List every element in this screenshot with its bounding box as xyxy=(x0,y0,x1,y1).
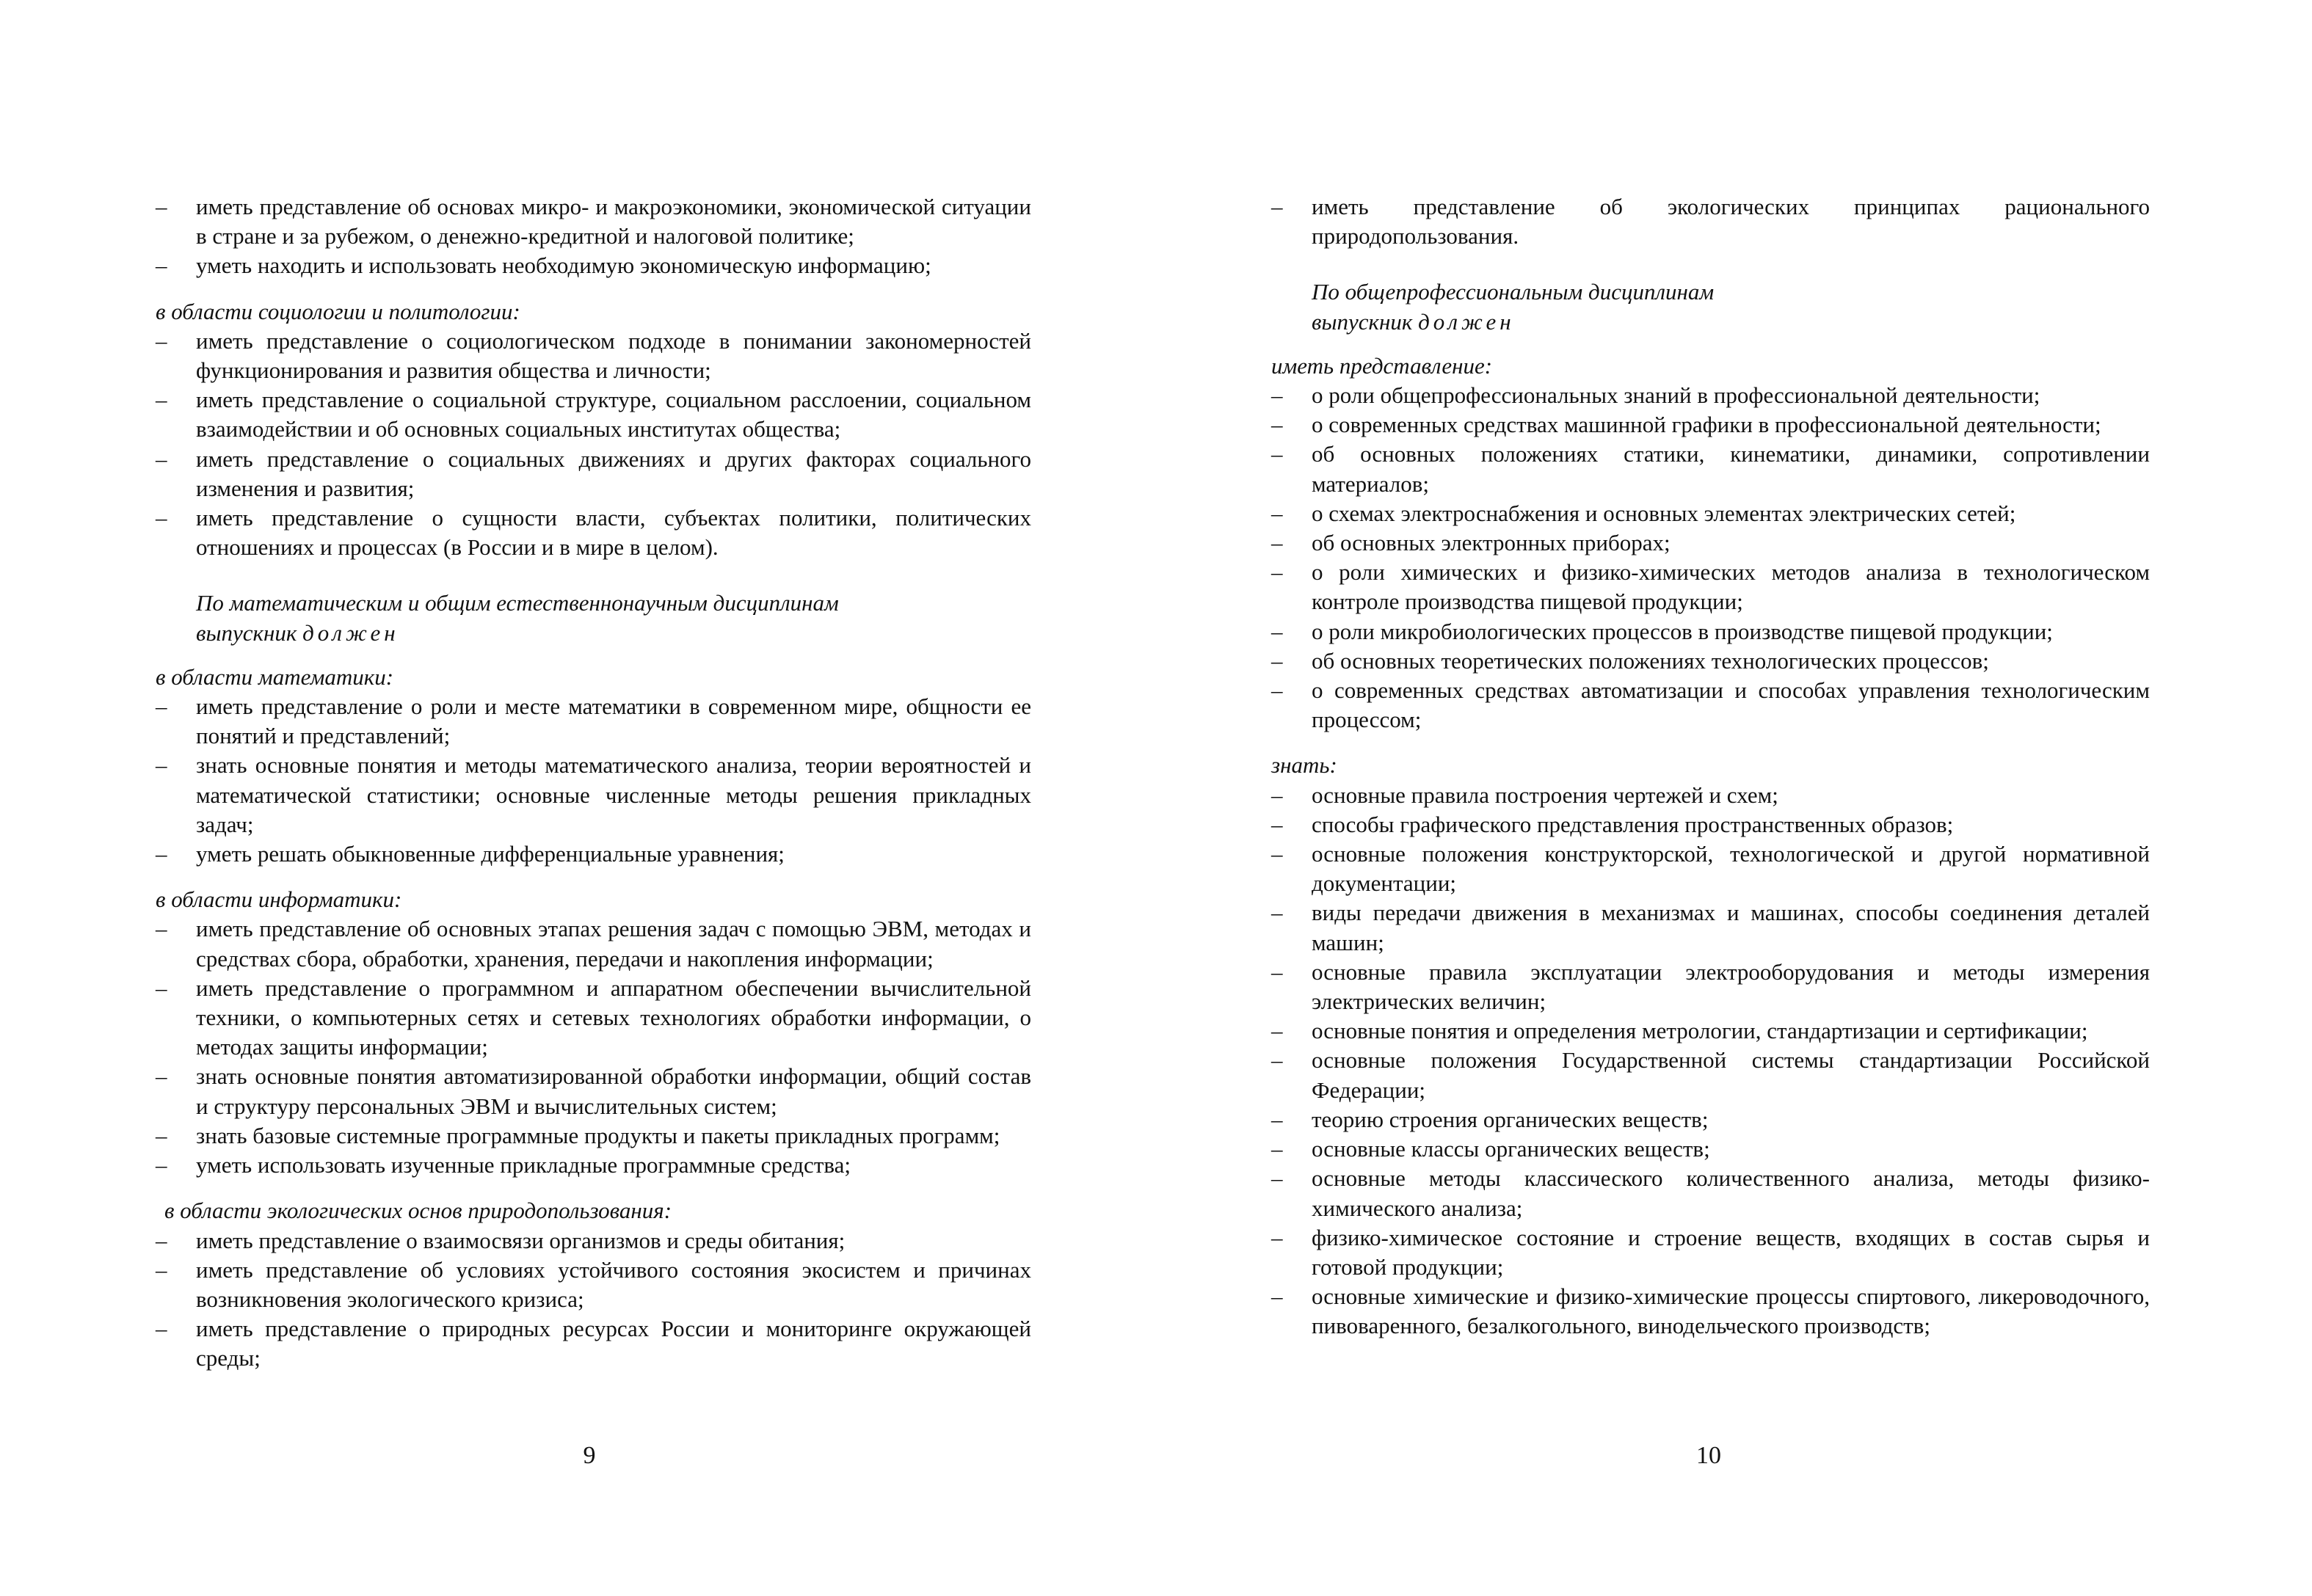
list-item-text: основные положения Государственной системы стандартизации Российской Федерации; xyxy=(1312,1047,2150,1103)
list-item-text: иметь представление об экологических принципах рационального природопользования. xyxy=(1312,194,2150,249)
bullet-dash: – xyxy=(156,916,167,942)
list-item-text: физико-химическое состояние и строение веществ, входящих в состав сырья и готовой продукции; xyxy=(1312,1224,2150,1280)
bullet-dash: – xyxy=(156,1152,167,1178)
list-item-text: уметь использовать изученные прикладные программные средства; xyxy=(196,1152,851,1178)
list-item xyxy=(1271,192,2150,251)
bullet-dash: – xyxy=(1271,194,1283,219)
ecology-section xyxy=(156,1196,1031,1373)
list-item xyxy=(1271,558,2150,616)
list-item xyxy=(156,1256,1031,1314)
list-item-text: основные понятия и определения метрологии, стандартизации и сертификации; xyxy=(1312,1018,2088,1044)
math-subhead xyxy=(156,589,1031,647)
list-item-text: иметь представление об основах микро- и макроэкономики, экономической ситуации в стране и за рубежом, о денежно-кредитной и налоговой политике; xyxy=(196,194,1031,249)
bullet-dash: – xyxy=(156,1316,167,1342)
intro-list xyxy=(1271,192,2150,251)
bullet-dash: – xyxy=(156,505,167,531)
informatics-section xyxy=(156,885,1031,1180)
bullet-dash: – xyxy=(1271,530,1283,556)
list-item xyxy=(156,1151,1031,1180)
bullet-dash: – xyxy=(156,974,167,1001)
bullet-dash: – xyxy=(1271,441,1283,467)
subhead-line xyxy=(196,619,1031,648)
list-item xyxy=(1271,1105,2150,1134)
section-heading: в области экологических основ природопользования: xyxy=(164,1198,672,1224)
list-item xyxy=(156,503,1031,562)
list-item xyxy=(1271,810,2150,839)
subhead-line: По общепрофессиональным дисциплинам xyxy=(1312,279,1715,305)
list-item-text: знать базовые системные программные продукты и пакеты прикладных программ; xyxy=(196,1122,1000,1148)
section-heading: знать: xyxy=(1271,752,1337,779)
bullet-dash: – xyxy=(1271,677,1283,704)
prof-subhead xyxy=(1271,277,2150,336)
bullet-dash: – xyxy=(156,752,167,779)
bullet-dash: – xyxy=(156,1122,167,1148)
list-item xyxy=(1271,1223,2150,1282)
list-item xyxy=(156,1226,1031,1256)
list-item-text: иметь представление о природных ресурсах России и мониторинге окружающей среды; xyxy=(196,1316,1031,1371)
list-item xyxy=(1271,528,2150,558)
represent-list xyxy=(1271,381,2150,735)
list-item-text: иметь представление о социологическом подходе в понимании закономерностей функционирования и развития общества и личности; xyxy=(196,327,1031,384)
bullet-dash: – xyxy=(156,1063,167,1090)
sociology-section xyxy=(156,297,1031,563)
list-item-text: об основных положениях статики, кинематики, динамики, сопротивлении материалов; xyxy=(1312,441,2150,497)
list-item xyxy=(1271,617,2150,646)
list-item-text: иметь представление о взаимосвязи организмов и среды обитания; xyxy=(196,1227,846,1253)
subhead-spaced-word: должен xyxy=(1418,308,1515,335)
list-item xyxy=(156,974,1031,1063)
subhead-spaced-word: должен xyxy=(302,619,399,646)
section-heading: иметь представление: xyxy=(1271,352,1493,379)
section-heading: в области социологии и политологии: xyxy=(156,298,520,324)
bullet-dash: – xyxy=(1271,647,1283,674)
bullet-dash: – xyxy=(156,194,167,219)
list-item-text: иметь представление о социальных движениях и других факторах социального изменения и развития; xyxy=(196,445,1031,501)
list-item xyxy=(1271,410,2150,440)
list-item-text: о современных средствах машинной графики в профессиональной деятельности; xyxy=(1312,412,2101,438)
list-item-text: основные правила эксплуатации электрооборудования и методы измерения электрических величин; xyxy=(1312,958,2150,1015)
list-item-text: теорию строения органических веществ; xyxy=(1312,1106,1709,1132)
bullet-dash: – xyxy=(1271,1106,1283,1132)
list-item-text: знать основные понятия и методы математического анализа, теории вероятностей и математической статистики; основные численные методы решения прикладных задач; xyxy=(196,752,1031,837)
list-item xyxy=(156,692,1031,751)
bullet-dash: – xyxy=(156,252,167,279)
list-item-text: основные классы органических веществ; xyxy=(1312,1136,1710,1162)
list-item xyxy=(1271,440,2150,498)
left-page xyxy=(156,192,1031,1440)
right-page xyxy=(1271,192,2150,1440)
list-item-text: знать основные понятия автоматизированной обработки информации, общий состав и структуру персональных ЭВМ и вычислительных систем; xyxy=(196,1063,1031,1119)
list-item-text: виды передачи движения в механизмах и машинах, способы соединения деталей машин; xyxy=(1312,900,2150,955)
bullet-dash: – xyxy=(1271,618,1283,644)
list-item xyxy=(1271,676,2150,735)
list-item xyxy=(1271,958,2150,1016)
bullet-dash: – xyxy=(1271,811,1283,837)
list-item-text: о роли общепрофессиональных знаний в профессиональной деятельности; xyxy=(1312,382,2040,409)
list-item xyxy=(156,839,1031,869)
list-item xyxy=(156,445,1031,503)
list-item xyxy=(1271,781,2150,810)
ecology-list xyxy=(156,1226,1031,1374)
bullet-dash: – xyxy=(156,327,167,354)
list-item-text: способы графического представления пространственных образов; xyxy=(1312,811,1954,837)
know-section xyxy=(1271,751,2150,1341)
list-item xyxy=(156,192,1031,251)
list-item xyxy=(1271,499,2150,528)
bullet-dash: – xyxy=(156,445,167,472)
section-heading: в области математики: xyxy=(156,663,394,690)
list-item xyxy=(156,385,1031,444)
list-item-text: иметь представление о сущности власти, субъектах политики, политических отношениях и процессах (в России и в мире в целом). xyxy=(196,505,1031,561)
mathematics-section xyxy=(156,663,1031,869)
bullet-dash: – xyxy=(1271,1283,1283,1310)
intro-list xyxy=(156,192,1031,281)
bullet-dash: – xyxy=(156,1256,167,1283)
list-item-text: уметь находить и использовать необходимую экономическую информацию; xyxy=(196,252,931,279)
list-item-text: иметь представление об условиях устойчивого состояния экосистем и причинах возникновения экологического кризиса; xyxy=(196,1256,1031,1312)
bullet-dash: – xyxy=(1271,559,1283,586)
bullet-dash: – xyxy=(1271,382,1283,409)
list-item-text: о роли микробиологических процессов в производстве пищевой продукции; xyxy=(1312,618,2053,644)
section-heading: в области информатики: xyxy=(156,886,402,913)
list-item xyxy=(156,327,1031,385)
list-item-text: о современных средствах автоматизации и способах управления технологическим процессом; xyxy=(1312,677,2150,733)
bullet-dash: – xyxy=(1271,1047,1283,1074)
know-list xyxy=(1271,781,2150,1341)
list-item xyxy=(1271,1164,2150,1222)
list-item-text: основные методы классического количественного анализа, методы физико-химического анализа; xyxy=(1312,1165,2150,1221)
bullet-dash: – xyxy=(1271,1136,1283,1162)
list-item-text: иметь представление о социальной структуре, социальном расслоении, социальном взаимодействии и об основных социальных институтах общества; xyxy=(196,387,1031,442)
list-item-text: иметь представление об основных этапах решения задач с помощью ЭВМ, методах и средствах сбора, обработки, хранения, передачи и накопления информации; xyxy=(196,916,1031,972)
list-item-text: основные положения конструкторской, технологической и другой нормативной документации; xyxy=(1312,841,2150,897)
subhead-line xyxy=(1312,307,2150,337)
bullet-dash: – xyxy=(1271,412,1283,438)
subhead-prefix: выпускник xyxy=(1312,308,1419,335)
list-item-text: об основных электронных приборах; xyxy=(1312,530,1671,556)
bullet-dash: – xyxy=(1271,1018,1283,1044)
list-item-text: основные правила построения чертежей и схем; xyxy=(1312,781,1778,808)
represent-section xyxy=(1271,351,2150,735)
bullet-dash: – xyxy=(1271,1165,1283,1192)
list-item-text: о роли химических и физико-химических методов анализа в технологическом контроле производства пищевой продукции; xyxy=(1312,559,2150,615)
list-item xyxy=(1271,646,2150,676)
list-item xyxy=(156,251,1031,280)
list-item xyxy=(1271,1046,2150,1104)
list-item xyxy=(156,914,1031,973)
bullet-dash: – xyxy=(156,1227,167,1253)
bullet-dash: – xyxy=(1271,500,1283,526)
bullet-dash: – xyxy=(1271,781,1283,808)
bullet-dash: – xyxy=(156,841,167,867)
bullet-dash: – xyxy=(1271,841,1283,867)
list-item-text: иметь представление о программном и аппаратном обеспечении вычислительной техники, о компьютерных сетях и сетевых технологиях обработки информации, о методах защиты информации; xyxy=(196,974,1031,1060)
subhead-line: По математическим и общим естественнонаучным дисциплинам xyxy=(196,590,839,616)
list-item-text: иметь представление о роли и месте математики в современном мире, общности ее понятий и представлений; xyxy=(196,693,1031,749)
list-item xyxy=(1271,839,2150,898)
list-item-text: об основных теоретических положениях технологических процессов; xyxy=(1312,647,1989,674)
list-item xyxy=(156,1121,1031,1151)
bullet-dash: – xyxy=(1271,900,1283,926)
list-item xyxy=(1271,381,2150,410)
sociology-list xyxy=(156,327,1031,563)
list-item xyxy=(156,751,1031,839)
informatics-list xyxy=(156,914,1031,1180)
list-item xyxy=(1271,898,2150,957)
list-item xyxy=(156,1062,1031,1121)
list-item-text: основные химические и физико-химические процессы спиртового, ликероводочного, пивоваренного, безалкогольного, винодельческого производств; xyxy=(1312,1283,2150,1339)
subhead-prefix: выпускник xyxy=(196,619,303,646)
bullet-dash: – xyxy=(1271,958,1283,985)
list-item xyxy=(156,1314,1031,1373)
bullet-dash: – xyxy=(156,387,167,413)
list-item-text: о схемах электроснабжения и основных элементах электрических сетей; xyxy=(1312,500,2016,526)
page-number-left: 9 xyxy=(583,1442,596,1469)
list-item xyxy=(1271,1134,2150,1164)
list-item-text: уметь решать обыкновенные дифференциальные уравнения; xyxy=(196,841,785,867)
bullet-dash: – xyxy=(1271,1224,1283,1250)
page-number-right: 10 xyxy=(1696,1442,1721,1469)
list-item xyxy=(1271,1282,2150,1341)
list-item xyxy=(1271,1016,2150,1046)
bullet-dash: – xyxy=(156,693,167,720)
mathematics-list xyxy=(156,692,1031,869)
